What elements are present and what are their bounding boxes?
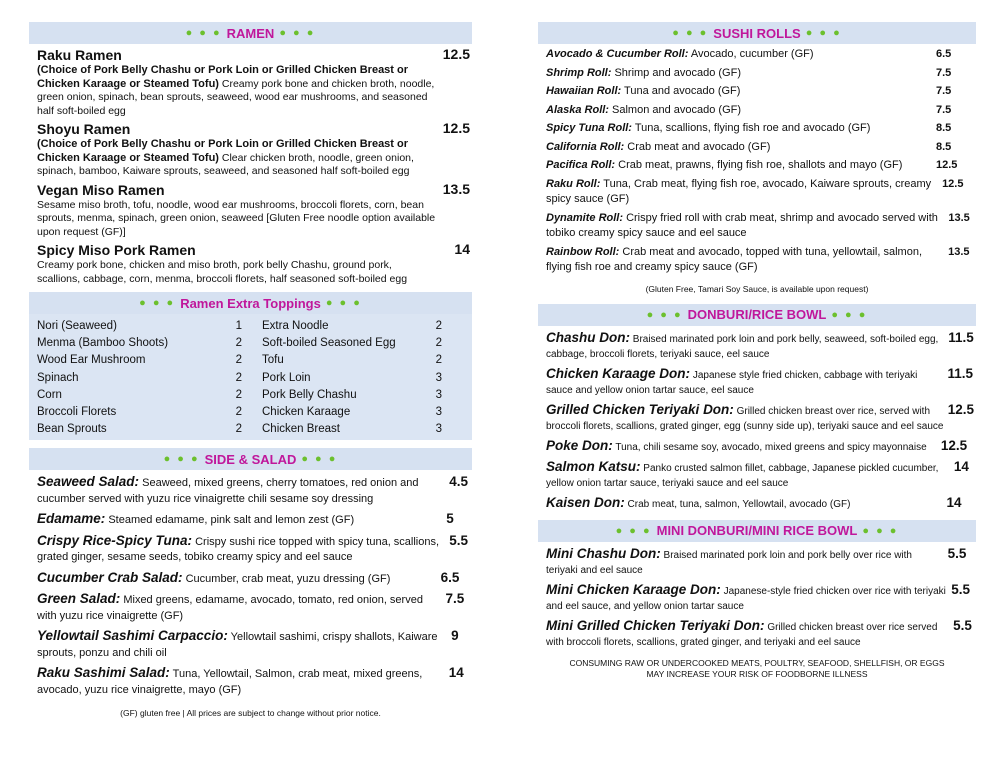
item-name: Crispy Rice-Spicy Tuna: (37, 532, 193, 548)
item-description: Crab meat, prawns, flying fish roe, shallots and mayo (GF) (615, 159, 903, 171)
donburi-header: ● ● ● DONBURI/RICE BOWL ● ● ● (538, 304, 976, 326)
ramen-header: ● ● ● RAMEN ● ● ● (29, 22, 472, 44)
menu-item (538, 366, 976, 398)
item-name: Chashu Don: (546, 329, 630, 345)
item-description: Tuna and avocado (GF) (621, 85, 741, 97)
item-description: Mixed greens, edamame, avocado, tomato, red onion, served with yuzu rice vinaigrette (GF) (37, 594, 423, 622)
menu-item-body (546, 158, 902, 174)
item-price: 9 (451, 628, 459, 644)
item-price: 14 (946, 494, 962, 510)
item-price: 5.5 (951, 581, 971, 597)
menu-item-body (37, 44, 436, 118)
item-price: 7.5 (936, 66, 952, 79)
ramen-list (29, 44, 472, 286)
menu-item (538, 177, 976, 208)
item-description: Tuna, Crab meat, flying fish roe, avocado, Kaiware sprouts, creamy spicy sauce (GF) (546, 177, 932, 205)
topping-price: 3 (435, 406, 442, 419)
menu-item-body (546, 47, 814, 63)
topping-price: 2 (235, 406, 242, 419)
menu-item (538, 66, 976, 82)
item-name: Cucumber Crab Salad: (37, 569, 183, 585)
item-description: Panko crusted salmon fillet, cabbage, Japanese pickled cucumber, yellow onion tartar sauce, teriyaki sauce and eel sauce (546, 462, 939, 489)
topping-price: 2 (435, 320, 442, 332)
left-column (29, 22, 472, 718)
menu-item (29, 511, 472, 529)
menu-item (29, 118, 472, 179)
item-name: Yellowtail Sashimi Carpaccio: (37, 628, 228, 644)
item-price: 6.5 (440, 569, 460, 585)
menu-item (538, 459, 976, 491)
side-header: ● ● ● SIDE & SALAD ● ● ● (29, 448, 472, 470)
item-description: Shrimp and avocado (GF) (611, 66, 742, 79)
item-description: Grilled chicken breast over rice, served with broccoli florets, scallions, grated ginger, egg (sunny side up), teriyaki sauce and eel sauce (546, 405, 944, 432)
topping-name: Chicken Breast (262, 423, 340, 436)
menu-item (538, 211, 976, 242)
menu-item (538, 245, 976, 276)
item-price: 12.5 (942, 177, 964, 190)
item-name: Salmon Katsu: (546, 458, 641, 474)
menu-item-body (546, 330, 948, 362)
item-name: Mini Chashu Don: (546, 545, 661, 561)
item-price: 14 (448, 665, 464, 681)
menu-item-body (37, 118, 436, 179)
menu-item (538, 438, 976, 455)
item-name: Spicy Tuna Roll: (546, 122, 632, 134)
topping-name: Menma (Bamboo Shoots) (37, 337, 169, 350)
item-description: Steamed edamame, pink salt and lemon zest (GF) (105, 514, 355, 527)
menu-item-body (546, 618, 951, 650)
menu-item-body (546, 103, 741, 119)
item-name: Shoyu Ramen (37, 121, 131, 137)
item-description: Crab meat, tuna, salmon, Yellowtail, avocado (GF) (624, 498, 851, 510)
item-price: 12.5 (940, 437, 968, 453)
item-name: Shrimp Roll: (546, 66, 612, 79)
item-price: 13.5 (442, 180, 470, 197)
item-price: 13.5 (948, 245, 970, 258)
menu-item-body (37, 179, 436, 240)
item-price: 8.5 (936, 140, 952, 153)
item-description: Tuna, scallions, flying fish roe and avocado (GF) (631, 122, 871, 134)
item-price: 5 (446, 511, 454, 527)
item-desc-text: Creamy pork bone, chicken and miso broth, pork belly Chashu, ground pork, scallions, cabbage, corn, menma, broccoli florets, half seasoned soft-boiled egg (37, 259, 408, 285)
item-price: 12.5 (442, 120, 470, 136)
menu-item (538, 84, 976, 100)
item-description: Crab meat and avocado, topped with tuna, yellowtail, salmon, flying fish roe and creamy spicy sauce (GF) (546, 245, 922, 273)
item-description: Grilled chicken breast over rice served with broccoli florets, scallions, grated ginger, and teriyaki and eel sauce (546, 621, 938, 648)
sushi-list (538, 47, 976, 276)
item-description: Salmon and avocado (GF) (608, 103, 742, 116)
menu-item (29, 474, 472, 507)
menu-item (538, 103, 976, 119)
topping-name: Extra Noodle (262, 320, 329, 332)
item-price: 5.5 (449, 532, 468, 548)
menu-item-body (37, 511, 354, 529)
topping-price: 1 (235, 320, 242, 332)
menu-item-body (37, 533, 447, 566)
item-name: Raku Ramen (37, 47, 122, 63)
item-desc-text: Creamy pork bone and chicken broth, noodle, green onion, spinach, bean sprouts, seaweed, wood ear mushrooms, and seasoned half soft-boiled egg (37, 77, 435, 117)
topping-name: Nori (Seaweed) (37, 320, 117, 332)
item-description: Braised marinated pork loin and pork belly over rice with teriyaki and eel sauce (546, 549, 912, 576)
menu-item-body (546, 459, 949, 491)
menu-item-body (546, 402, 948, 434)
menu-item-body (37, 628, 440, 661)
menu-item (538, 402, 976, 434)
item-description (37, 199, 436, 240)
item-price: 14 (454, 241, 470, 257)
item-description (37, 138, 436, 179)
menu-item-body (546, 84, 740, 100)
item-price: 11.5 (947, 365, 973, 381)
topping-price: 3 (435, 371, 442, 384)
item-price: 8.5 (936, 122, 952, 134)
item-description (37, 259, 436, 286)
menu-item (538, 121, 976, 137)
item-name: Dynamite Roll: (546, 211, 624, 224)
item-price: 7.5 (445, 591, 465, 607)
item-price: 12.5 (947, 401, 974, 417)
item-price: 12.5 (936, 159, 958, 171)
menu-item-body (546, 140, 770, 156)
sushi-header: ● ● ● SUSHI ROLLS ● ● ● (538, 22, 976, 44)
item-description: Braised marinated pork loin and pork belly, seaweed, soft-boiled egg, cabbage, broccoli florets, teriyaki sauce, eel sauce (546, 333, 939, 360)
item-name: Hawaiian Roll: (546, 85, 622, 97)
topping-name: Tofu (262, 354, 284, 367)
menu-item-body (546, 438, 927, 455)
item-description: Japanese style fried chicken, cabbage with teriyaki sauce and yellow onion tartar sauce, eel sauce (546, 369, 918, 396)
item-name: Vegan Miso Ramen (37, 181, 165, 198)
item-price: 5.5 (947, 545, 967, 561)
item-name: Kaisen Don: (546, 494, 625, 510)
menu-item-body (546, 245, 948, 276)
item-choice: (Choice of Pork Belly Chashu or Pork Loin or Grilled Chicken Breast or Chicken Karaage or Steamed Tofu) (37, 138, 409, 164)
item-name: Chicken Karaage Don: (546, 365, 691, 381)
menu-item (29, 591, 472, 624)
topping-name: Broccoli Florets (37, 406, 117, 419)
menu-item (538, 582, 976, 614)
item-choice: (Choice of Pork Belly Chashu or Pork Loin or Grilled Chicken Breast or Chicken Karaage or Steamed Tofu) (37, 64, 409, 90)
topping-price: 2 (235, 337, 242, 350)
item-price: 7.5 (936, 103, 952, 116)
menu-item (29, 628, 472, 661)
item-name: Raku Roll: (546, 177, 601, 190)
warning-line: CONSUMING RAW OR UNDERCOOKED MEATS, POULTRY, SEAFOOD, SHELLFISH, OR EGGS (569, 657, 945, 668)
right-column (538, 22, 976, 680)
menu-item-body (37, 665, 443, 698)
item-price: 13.5 (948, 211, 970, 224)
topping-name: Soft-boiled Seasoned Egg (262, 337, 396, 350)
menu-item-body (546, 546, 940, 578)
menu-item-body (546, 582, 947, 614)
menu-item-body (546, 366, 946, 398)
item-description: Avocado, cucumber (GF) (688, 48, 814, 60)
topping-name: Pork Loin (262, 371, 311, 384)
item-description: Seaweed, mixed greens, cherry tomatoes, red onion and cucumber served with yuzu rice vinaigrette chili sesame soy dressing (37, 477, 419, 505)
topping-price: 3 (435, 423, 442, 436)
topping-name: Chicken Karaage (262, 406, 351, 419)
topping-name: Bean Sprouts (37, 423, 107, 436)
item-name: Grilled Chicken Teriyaki Don: (546, 401, 734, 417)
menu-item (538, 546, 976, 578)
item-description: Cucumber, crab meat, yuzu dressing (GF) (182, 572, 391, 585)
item-desc-text: Sesame miso broth, tofu, noodle, wood ear mushrooms, broccoli florets, corn, bean sprouts, menma, spinach, green onion, seaweed [Gluten Free noodle option available upon request (GF)] (37, 198, 436, 238)
item-name: Mini Chicken Karaage Don: (546, 581, 721, 597)
item-description: Tuna, Yellowtail, Salmon, crab meat, mixed greens, avocado, yuzu rice vinaigrette, mayo (GF) (37, 668, 423, 696)
mini-list (538, 546, 976, 650)
item-price: 6.5 (936, 48, 952, 60)
menu-item-body (37, 591, 440, 624)
menu-item (29, 44, 472, 118)
item-price: 5.5 (953, 617, 972, 633)
item-name: California Roll: (546, 140, 625, 153)
item-price: 12.5 (442, 46, 470, 62)
menu-item-body (37, 474, 447, 507)
menu-item-body (546, 177, 942, 208)
topping-price: 2 (235, 423, 242, 436)
menu-item (538, 140, 976, 156)
topping-price: 2 (235, 388, 242, 401)
menu-item (538, 158, 976, 174)
item-name: Poke Don: (546, 437, 613, 453)
menu-item (29, 665, 472, 698)
item-description: Crispy sushi rice topped with spicy tuna, scallions, grated ginger, sesame seeds, tobiko creamy spicy and eel sauce (37, 535, 440, 564)
menu-item (29, 533, 472, 566)
donburi-list (538, 330, 976, 512)
item-name: Rainbow Roll: (546, 245, 620, 258)
toppings-grid (29, 314, 472, 440)
topping-price: 3 (435, 388, 442, 401)
side-list (29, 474, 472, 698)
item-price: 7.5 (936, 85, 952, 97)
menu-item (29, 239, 472, 286)
topping-name: Spinach (37, 371, 79, 384)
toppings-header: ● ● ● Ramen Extra Toppings ● ● ● (29, 292, 472, 314)
menu-item (538, 618, 976, 650)
item-desc-text: Clear chicken broth, noodle, green onion, spinach, bamboo, Kaiware sprouts, seaweed, and seasoned half soft-boiled egg (37, 151, 414, 177)
menu-item-body (546, 495, 850, 512)
mini-header: ● ● ● MINI DONBURI/MINI RICE BOWL ● ● ● (538, 520, 976, 542)
topping-name: Wood Ear Mushroom (37, 354, 146, 367)
item-description (37, 64, 436, 118)
item-name: Raku Sashimi Salad: (37, 665, 170, 681)
menu-item (29, 179, 472, 240)
menu-item-body (37, 570, 390, 588)
menu-item-body (546, 121, 870, 137)
topping-price: 2 (235, 354, 242, 367)
topping-name: Corn (37, 388, 62, 401)
item-name: Pacifica Roll: (546, 159, 616, 171)
menu-item (538, 47, 976, 63)
menu-item-body (546, 66, 741, 82)
item-price: 4.5 (449, 474, 468, 490)
food-warning (538, 658, 976, 680)
item-price: 11.5 (948, 329, 974, 345)
item-description: Crispy fried roll with crab meat, shrimp and avocado served with tobiko creamy spicy sauce and eel sauce (546, 211, 938, 239)
item-description: Tuna, chili sesame soy, avocado, mixed greens and spicy mayonnaise (612, 441, 927, 453)
topping-price: 2 (435, 354, 442, 367)
item-name: Spicy Miso Pork Ramen (37, 242, 196, 258)
item-name: Green Salad: (37, 591, 121, 607)
warning-line: MAY INCREASE YOUR RISK OF FOODBORNE ILLNESS (646, 668, 868, 679)
item-name: Seaweed Salad: (37, 474, 140, 490)
item-description: Yellowtail sashimi, crispy shallots, Kaiware sprouts, ponzu and chili oil (37, 631, 438, 659)
item-name: Alaska Roll: (546, 103, 609, 116)
item-name: Edamame: (37, 511, 106, 527)
item-price: 14 (953, 458, 969, 474)
gluten-note: (GF) gluten free | All prices are subject to change without prior notice. (120, 708, 381, 719)
topping-price: 2 (235, 371, 242, 384)
menu-item (29, 570, 472, 588)
menu-item-body (546, 211, 948, 242)
item-name: Mini Grilled Chicken Teriyaki Don: (546, 617, 765, 633)
menu-item-body (37, 239, 436, 286)
item-description: Japanese-style fried chicken over rice with teriyaki and eel sauce, and yellow onion tartar sauce (546, 585, 946, 612)
item-name: Avocado & Cucumber Roll: (546, 48, 689, 60)
item-description: Crab meat and avocado (GF) (624, 140, 771, 153)
menu-item (538, 330, 976, 362)
sushi-note: (Gluten Free, Tamari Soy Sauce, is available upon request) (645, 283, 869, 294)
menu-item (538, 495, 976, 512)
topping-price: 2 (435, 337, 442, 350)
topping-name: Pork Belly Chashu (262, 388, 357, 401)
